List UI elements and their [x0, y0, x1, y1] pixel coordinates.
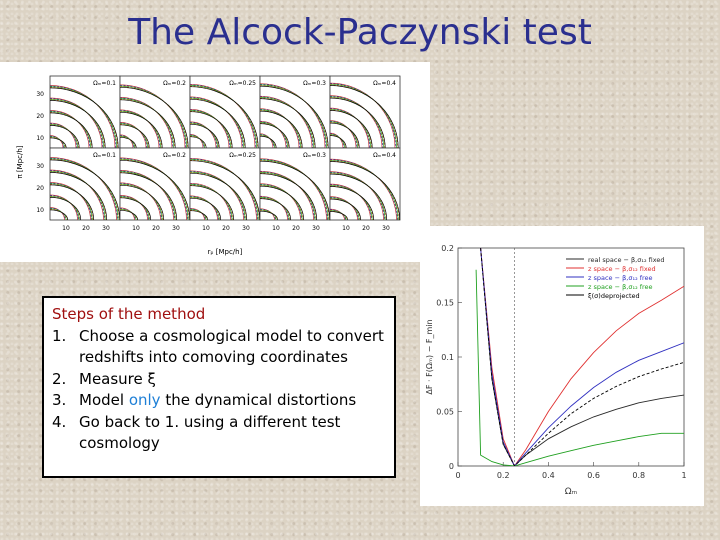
step-item [52, 390, 388, 412]
xi-contour-panels [0, 62, 430, 262]
step-text-part: Model [79, 391, 129, 409]
x-tick-label: 20 [82, 225, 90, 232]
x-tick-label: 0.8 [632, 471, 646, 480]
x-tick-label: 30 [312, 225, 320, 232]
x-tick-label: 20 [152, 225, 160, 232]
step-text-part: Measure ξ [79, 369, 156, 388]
x-tick-label: 0.2 [496, 471, 510, 480]
x-tick-label: 20 [362, 225, 370, 232]
y-tick-label: 0.1 [441, 353, 454, 362]
x-axis-label: rₚ [Mpc/h] [207, 248, 243, 256]
x-tick-label: 10 [272, 225, 280, 232]
step-item [52, 412, 388, 455]
step-number: 1. [52, 326, 67, 345]
panel-label: Ωₘ=0.1 [93, 80, 116, 87]
y-tick-label: 20 [36, 113, 44, 120]
y-tick-label: 10 [36, 207, 44, 214]
panel-label: Ωₘ=0.2 [163, 80, 186, 87]
x-tick-label: 30 [382, 225, 390, 232]
panel-label: Ωₘ=0.25 [229, 80, 256, 87]
x-tick-label: 20 [222, 225, 230, 232]
step-number: 2. [52, 369, 67, 388]
y-tick-label: 20 [36, 185, 44, 192]
step-text [79, 326, 388, 369]
chi2-line-chart [420, 226, 704, 506]
x-tick-label: 10 [62, 225, 70, 232]
x-tick-label: 10 [202, 225, 210, 232]
step-item [52, 369, 388, 391]
y-tick-label: 0.05 [436, 407, 454, 417]
y-tick-label: 30 [36, 163, 44, 170]
x-tick-label: 10 [132, 225, 140, 232]
x-tick-label: 0.4 [542, 471, 555, 480]
step-text [79, 369, 156, 391]
y-tick-label: 30 [36, 91, 44, 98]
x-tick-label: 0.6 [587, 471, 600, 480]
chi2-vs-omega-chart [420, 226, 704, 506]
panel-label: Ωₘ=0.3 [303, 80, 326, 87]
step-number: 3. [52, 391, 67, 409]
panel-label: Ωₘ=0.1 [93, 152, 116, 159]
step-item [52, 326, 388, 369]
panel-label: Ωₘ=0.25 [229, 152, 256, 159]
x-tick-label: 30 [172, 225, 180, 232]
x-tick-label: 0 [455, 471, 461, 480]
legend-label: z space − β,σ₁₂ free [588, 283, 653, 291]
panel-label: Ωₘ=0.2 [163, 152, 186, 159]
y-axis-label: ΔF · F(Ωₘ) − F_min [425, 319, 434, 395]
panel-label: Ωₘ=0.3 [303, 152, 326, 159]
xi-contour-panels-figure [0, 62, 430, 262]
step-text-part: the dynamical distortions [160, 391, 357, 409]
step-number: 4. [52, 412, 67, 431]
step-text [79, 412, 388, 455]
legend-label: real space − β,σ₁₂ fixed [588, 256, 665, 264]
y-tick-label: 10 [36, 135, 44, 142]
legend-label: z space − β,σ₁₂ free [588, 274, 653, 282]
x-tick-label: 30 [102, 225, 110, 232]
y-axis-label: π [Mpc/h] [16, 145, 24, 179]
slide-title: The Alcock-Paczynski test [128, 12, 592, 53]
step-text-part: Choose a cosmological model to convert redshifts into comoving coordinates [79, 326, 384, 366]
panel-label: Ωₘ=0.4 [373, 80, 396, 87]
legend-label: z space − β,σ₁₂ fixed [588, 265, 656, 273]
x-tick-label: 30 [242, 225, 250, 232]
panel-label: Ωₘ=0.4 [373, 152, 396, 159]
steps-box [42, 296, 396, 478]
x-axis-label: Ωₘ [564, 487, 578, 497]
steps-heading: Steps of the method [52, 305, 206, 323]
step-text [79, 390, 356, 412]
x-tick-label: 1 [681, 471, 687, 480]
x-tick-label: 10 [342, 225, 350, 232]
y-tick-label: 0.2 [441, 244, 454, 253]
legend-label: ξ(σ)deprojected [588, 292, 640, 300]
y-tick-label: 0.15 [436, 298, 454, 308]
x-tick-label: 20 [292, 225, 300, 232]
y-tick-label: 0 [448, 462, 454, 471]
step-text-part: Go back to 1. using a different test cosmology [79, 412, 341, 452]
step-highlight-word: only [128, 391, 161, 409]
